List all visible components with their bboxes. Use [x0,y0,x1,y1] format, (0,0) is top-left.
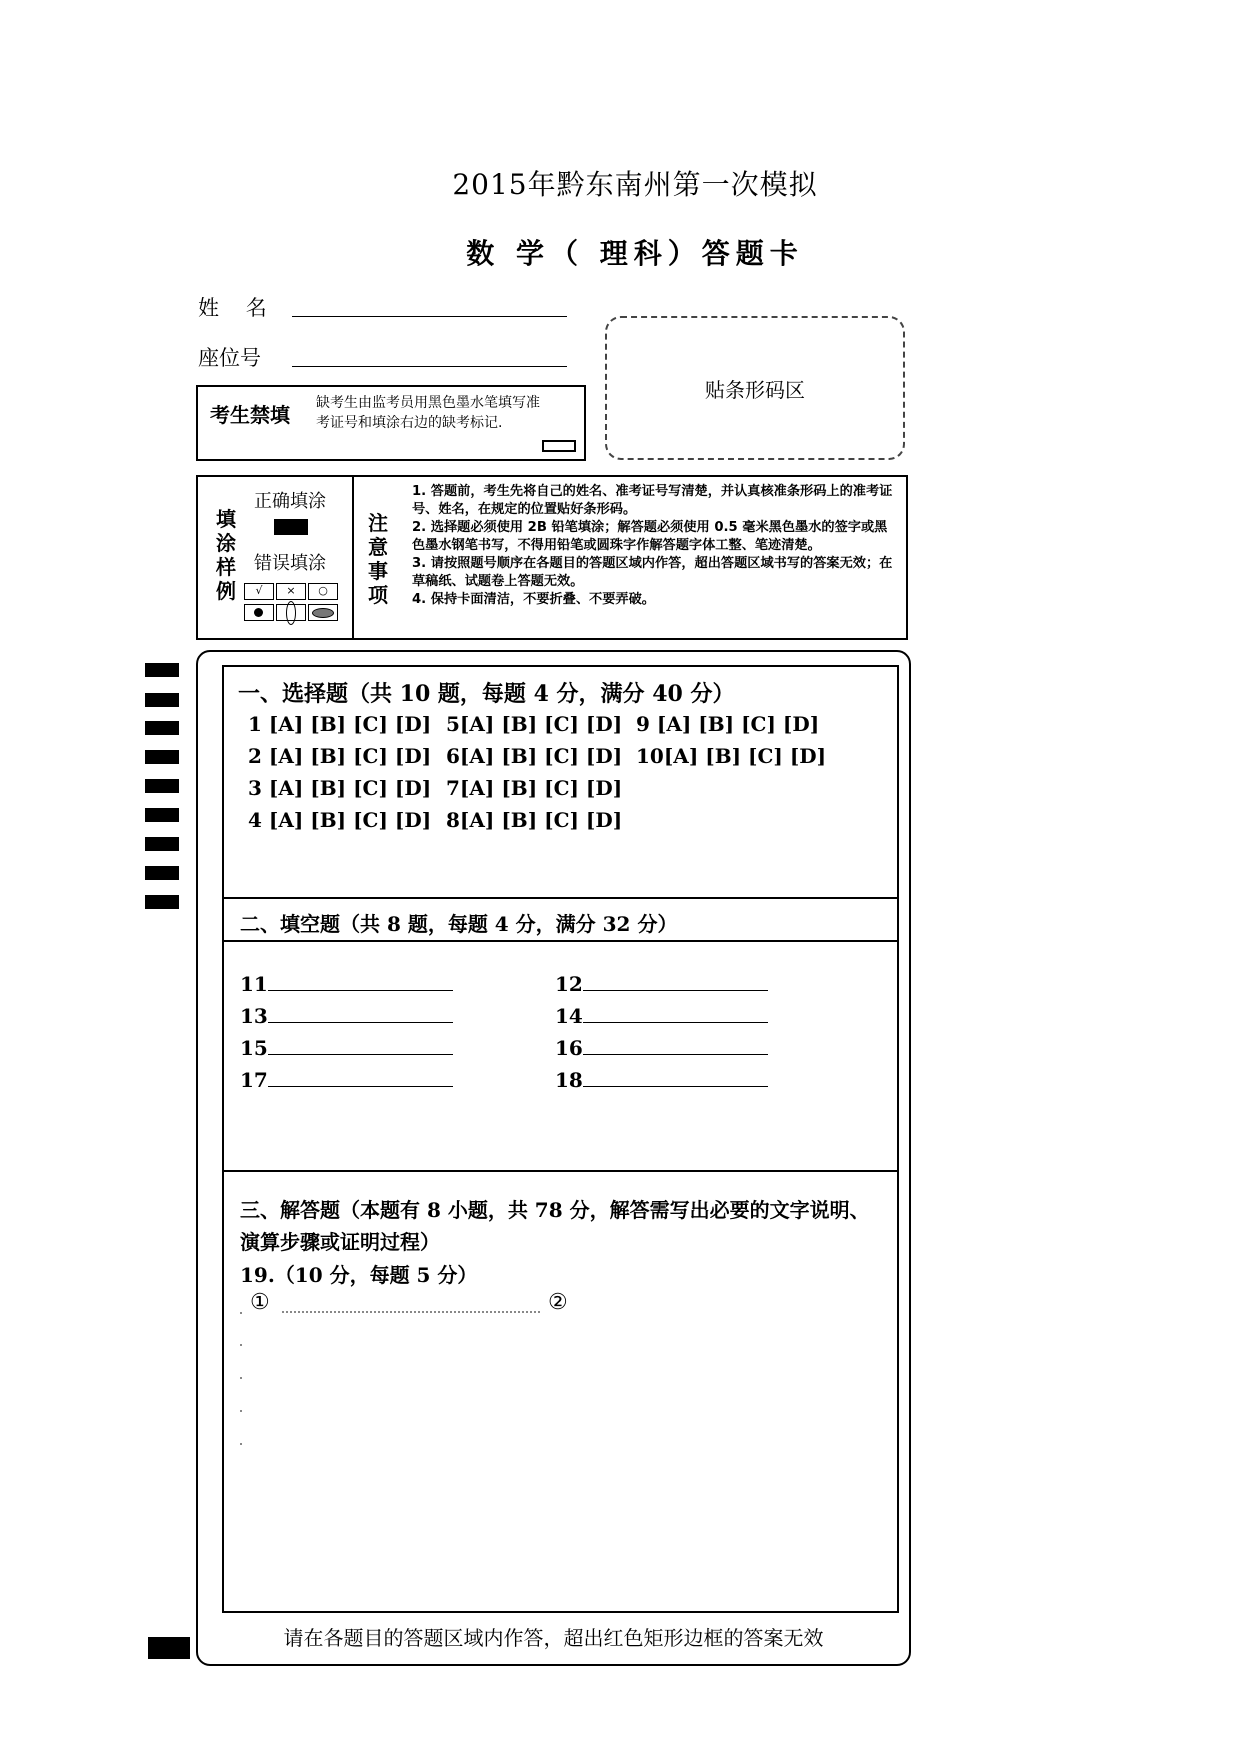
blank-number: 13 [240,1004,268,1028]
question-19-label: 19.（10 分，每题 5 分） [240,1263,478,1287]
wrong-sample-half [308,604,338,621]
seat-label: 座位号 [198,346,261,370]
blank-row[interactable] [240,1068,453,1092]
fill-sample-label: 填涂样例 [216,507,236,603]
blank-line[interactable] [268,972,453,991]
mcq-question[interactable]: 3 [A] [B] [C] [D] [248,776,432,800]
divider [352,477,354,638]
notice-item-2: 2. 选择题必须使用 2B 铅笔填涂；解答题必须使用 0.5 毫米黑色墨水的签字或黑色墨水钢笔书写，不得用铅笔或圆珠字作解答题字体工整、笔迹清楚。 [412,520,888,553]
mcq-question[interactable]: 4 [A] [B] [C] [D] [248,808,432,832]
timing-marker [145,721,179,735]
blank-line[interactable] [268,1036,453,1055]
blank-number: 18 [555,1068,583,1092]
blank-number: 15 [240,1036,268,1060]
blank-row[interactable] [555,1036,768,1060]
fill-notice-box [196,475,908,640]
blank-line[interactable] [268,1068,453,1087]
half-fill-icon [312,608,334,618]
wrong-sample-cross: × [276,583,306,600]
blank-line[interactable] [583,1004,768,1023]
notice-item-4: 4. 保持卡面清洁，不要折叠、不要弄破。 [412,592,655,607]
blank-line[interactable] [583,1068,768,1087]
wrong-sample-ellipse [276,604,306,621]
blank-row[interactable] [555,972,768,996]
notice-item-1: 1. 答题前，考生先将自己的姓名、准考证号写清楚，并认真核准条形码上的准考证号、姓名，在规定的位置贴好条形码。 [412,484,893,517]
blank-number: 11 [240,972,268,996]
absent-box-title: 考生禁填 [210,403,290,427]
mcq-question[interactable]: 9 [A] [B] [C] [D] [636,712,820,736]
guide-dot [240,1312,242,1314]
timing-marker [145,837,179,851]
seat-field[interactable] [292,346,567,367]
blank-line[interactable] [583,1036,768,1055]
timing-marker [145,750,179,764]
notice-label: 注意事项 [368,511,388,607]
part-1-marker: ① [250,1290,270,1315]
blank-number: 12 [555,972,583,996]
solution-title-line1: 三、解答题（本题有 8 小题，共 78 分，解答需写出必要的文字说明、 [240,1198,870,1222]
timing-marker [145,693,179,707]
blank-number: 16 [555,1036,583,1060]
mcq-question[interactable]: 10[A] [B] [C] [D] [636,744,827,768]
wrong-sample-circle: ○ [308,583,338,600]
blank-row[interactable] [555,1004,768,1028]
name-field[interactable] [292,296,567,317]
blank-line[interactable] [268,1004,453,1023]
wrong-sample-dot [244,604,274,621]
timing-marker [145,866,179,880]
card-subtitle: 数 学（ 理科）答题卡 [466,237,804,270]
notice-list [412,483,896,609]
wrong-fill-label: 错误填涂 [254,553,326,574]
section-divider [222,1170,899,1172]
blank-row[interactable] [240,972,453,996]
section-divider [222,897,899,899]
absent-box [196,385,586,461]
ellipse-icon [286,601,296,625]
dot-icon [254,608,263,617]
correct-fill-label: 正确填涂 [254,491,326,512]
blank-row[interactable] [240,1036,453,1060]
absent-box-text: 缺考生由监考员用黑色墨水笔填写准考证号和填涂右边的缺考标记. [316,395,540,431]
section-mcq [222,665,899,897]
mcq-question[interactable]: 5[A] [B] [C] [D] [446,712,623,736]
name-label: 姓 名 [198,296,267,320]
timing-marker [145,895,179,909]
timing-marker-bottom [148,1637,190,1659]
timing-marker [145,779,179,793]
notice-item-3: 3. 请按照题号顺序在各题目的答题区域内作答，超出答题区域书写的答案无效；在草稿纸、试题卷上答题无效。 [412,556,893,589]
mcq-question[interactable]: 6[A] [B] [C] [D] [446,744,623,768]
exam-title: 2015年黔东南州第一次模拟 [452,168,818,201]
mcq-question[interactable]: 7[A] [B] [C] [D] [446,776,623,800]
barcode-label: 贴条形码区 [705,378,805,402]
blank-number: 17 [240,1068,268,1092]
mcq-title: 一、选择题（共 10 题，每题 4 分，满分 40 分） [238,681,735,707]
blank-row[interactable] [555,1068,768,1092]
timing-marker [145,663,179,677]
blank-number: 14 [555,1004,583,1028]
solution-answer-area[interactable] [226,1340,895,1608]
barcode-area [605,316,905,460]
footer-note: 请在各题目的答题区域内作答，超出红色矩形边框的答案无效 [283,1626,824,1650]
part-2-marker: ② [548,1290,568,1315]
mcq-question[interactable]: 1 [A] [B] [C] [D] [248,712,432,736]
wrong-sample-check: √ [244,583,274,600]
mcq-question[interactable]: 2 [A] [B] [C] [D] [248,744,432,768]
timing-marker [145,808,179,822]
section-divider [222,940,899,942]
absent-mark-box[interactable] [542,440,576,452]
blank-title: 二、填空题（共 8 题，每题 4 分，满分 32 分） [240,912,678,936]
mcq-question[interactable]: 8[A] [B] [C] [D] [446,808,623,832]
blank-row[interactable] [240,1004,453,1028]
blank-line[interactable] [583,972,768,991]
dotted-divider [282,1311,540,1313]
correct-fill-sample [274,519,308,535]
solution-title-line2: 演算步骤或证明过程） [240,1230,440,1254]
